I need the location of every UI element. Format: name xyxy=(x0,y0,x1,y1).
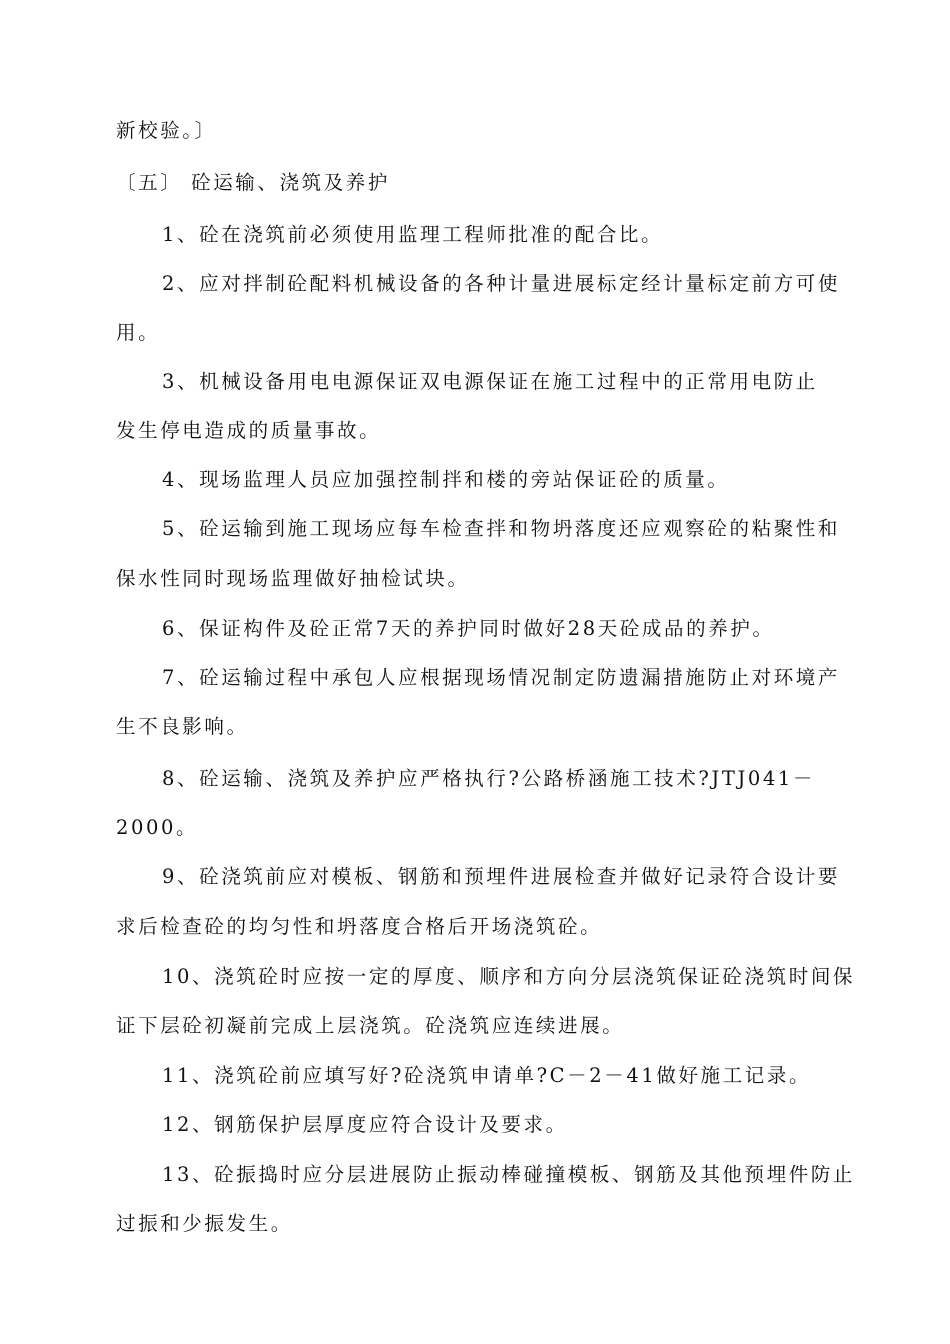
list-item-6-line-1: 6、保证构件及砼正常7天的养护同时做好28天砼成品的养护。 xyxy=(162,617,775,640)
list-item-4-line-1: 4、现场监理人员应加强控制拌和楼的旁站保证砼的质量。 xyxy=(162,468,730,491)
list-item-3-line-2: 发生停电造成的质量事故。 xyxy=(116,419,382,442)
list-item-10-line-2: 证下层砼初凝前完成上层浇筑。砼浇筑应连续进展。 xyxy=(116,1014,625,1037)
list-item-2-line-1: 2、应对拌制砼配料机械设备的各种计量进展标定经计量标定前方可使 xyxy=(162,272,841,295)
list-item-9-line-2: 求后检查砼的均匀性和坍落度合格后开场浇筑砼。 xyxy=(116,915,603,938)
list-item-5-line-2: 保水性同时现场监理做好抽检试块。 xyxy=(116,567,470,590)
section-heading: 〔五〕 砼运输、浇筑及养护 xyxy=(116,171,390,194)
list-item-11-line-1: 11、浇筑砼前应填写好?砼浇筑申请单?C－2－41做好施工记录。 xyxy=(162,1064,812,1087)
list-item-8-line-2: 2000。 xyxy=(116,816,199,839)
list-item-12-line-1: 12、钢筋保护层厚度应符合设计及要求。 xyxy=(162,1113,568,1136)
list-item-3-line-1: 3、机械设备用电电源保证双电源保证在施工过程中的正常用电防止 xyxy=(162,370,818,393)
list-item-7-line-1: 7、砼运输过程中承包人应根据现场情况制定防遗漏措施防止对环境产 xyxy=(162,666,841,689)
list-item-10-line-1: 10、浇筑砼时应按一定的厚度、顺序和方向分层浇筑保证砼浇筑时间保 xyxy=(162,965,856,988)
list-item-5-line-1: 5、砼运输到施工现场应每车检查拌和物坍落度还应观察砼的粘聚性和 xyxy=(162,517,841,540)
list-item-2-line-2: 用。 xyxy=(116,321,161,344)
list-item-8-line-1: 8、砼运输、浇筑及养护应严格执行?公路桥涵施工技术?JTJ041－ xyxy=(162,767,815,790)
list-item-13-line-1: 13、砼振捣时应分层进展防止振动棒碰撞模板、钢筋及其他预埋件防止 xyxy=(162,1163,856,1186)
list-item-9-line-1: 9、砼浇筑前应对模板、钢筋和预埋件进展检查并做好记录符合设计要 xyxy=(162,865,841,888)
list-item-13-line-2: 过振和少振发生。 xyxy=(116,1212,293,1235)
continuation-line: 新校验。〕 xyxy=(116,119,217,142)
list-item-1-line-1: 1、砼在浇筑前必须使用监理工程师批准的配合比。 xyxy=(162,223,664,246)
list-item-7-line-2: 生不良影响。 xyxy=(116,715,249,738)
